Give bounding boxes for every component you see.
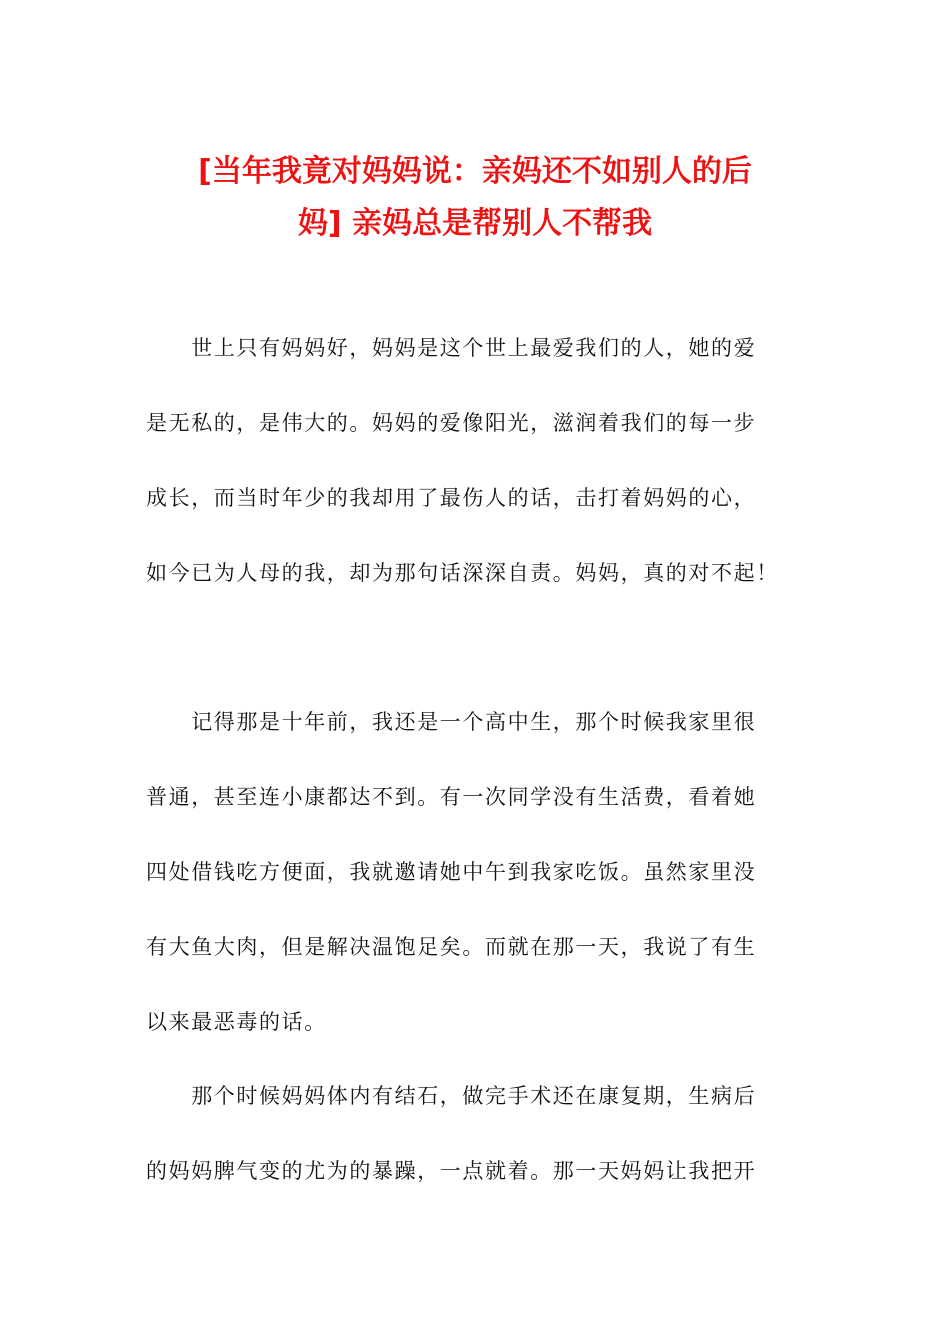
text-line: 有大鱼大肉，但是解决温饱足矣。而就在那一天，我说了有生: [146, 935, 757, 959]
text-line: 记得那是十年前，我还是一个高中生，那个时候我家里很: [146, 710, 757, 734]
text-line: 普通，甚至连小康都达不到。有一次同学没有生活费，看着她: [146, 785, 757, 809]
text-line: 四处借钱吃方便面，我就邀请她中午到我家吃饭。虽然家里没: [146, 860, 757, 884]
paragraph-2: [146, 685, 806, 1060]
text-line: 以来最恶毒的话。: [146, 1010, 327, 1034]
text-line: 世上只有妈妈好，妈妈是这个世上最爱我们的人，她的爱: [146, 336, 757, 360]
document-title: [120, 146, 830, 250]
title-line: 妈] 亲妈总是帮别人不帮我: [297, 206, 653, 241]
text-line: 如今已为人母的我，却为那句话深深自责。妈妈，真的对不起！: [146, 561, 779, 585]
text-line: 是无私的，是伟大的。妈妈的爱像阳光，滋润着我们的每一步: [146, 411, 757, 435]
text-line: 的妈妈脾气变的尤为的暴躁，一点就着。那一天妈妈让我把开: [146, 1159, 757, 1183]
paragraph-3: [146, 1059, 806, 1209]
title-line: [当年我竟对妈妈说：亲妈还不如别人的后: [198, 154, 752, 189]
paragraph-1: [146, 311, 806, 611]
text-line: 那个时候妈妈体内有结石，做完手术还在康复期，生病后: [146, 1084, 757, 1108]
text-line: 成长，而当时年少的我却用了最伤人的话，击打着妈妈的心，: [146, 486, 757, 510]
